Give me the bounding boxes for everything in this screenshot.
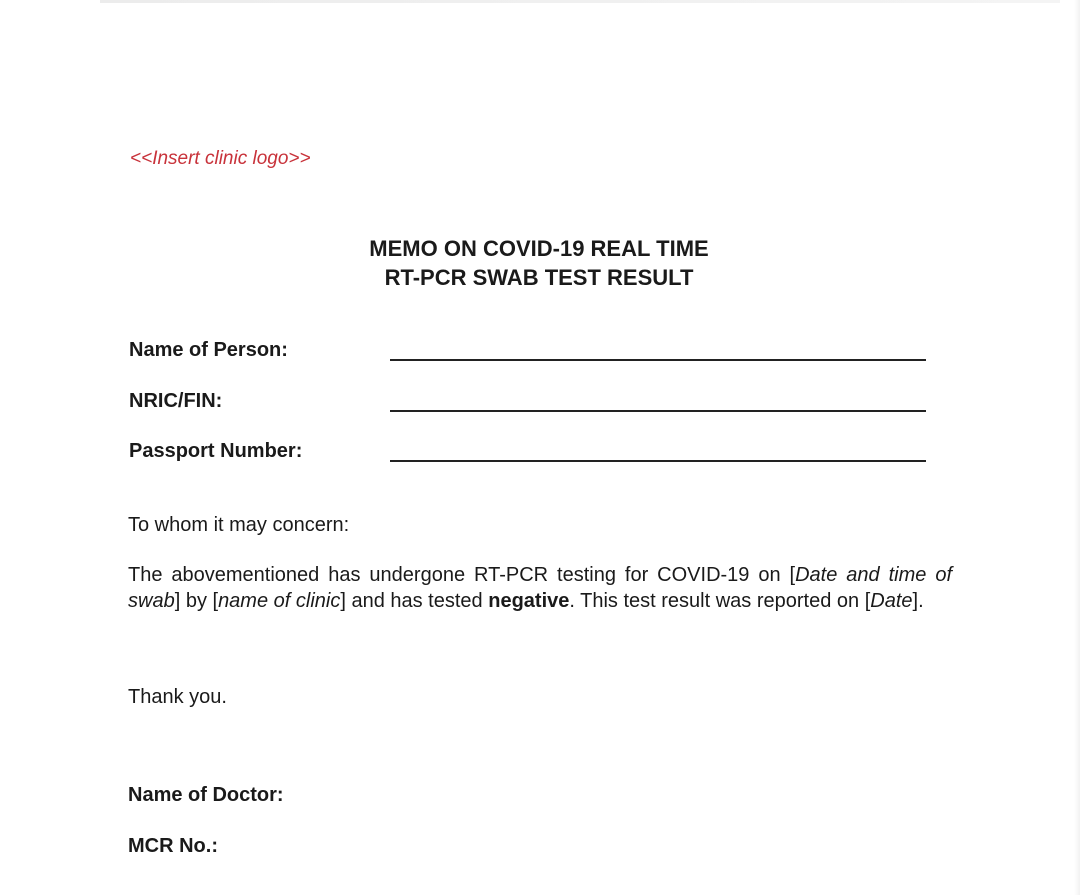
field-label: Name of Person: [129, 339, 288, 361]
clinic-logo-placeholder: <<Insert clinic logo>> [130, 148, 311, 169]
body-text: ] and has tested [340, 590, 489, 612]
date-time-of-swab-placeholder: Date and time of swab [128, 564, 953, 612]
mcr-number-label: MCR No.: [128, 835, 218, 857]
test-result: negative [488, 590, 570, 612]
memo-title-line-1: MEMO ON COVID-19 REAL TIME [369, 236, 709, 261]
field-passport-number [129, 440, 929, 470]
doctor-name-label: Name of Doctor: [128, 784, 284, 806]
field-label: NRIC/FIN: [129, 390, 223, 412]
clinic-name-placeholder: name of clinic [218, 590, 341, 612]
page-edge-right [1074, 0, 1080, 895]
field-name-of-person [129, 339, 929, 369]
greeting: To whom it may concern: [128, 514, 350, 536]
body-text: . This test result was reported on [ [569, 590, 871, 612]
memo-title [0, 234, 1078, 292]
field-nric-fin [129, 390, 929, 420]
nric-fin-line[interactable] [390, 410, 926, 412]
memo-body-paragraph [128, 562, 952, 614]
name-of-person-line[interactable] [390, 359, 926, 361]
passport-number-line[interactable] [390, 460, 926, 462]
field-label: Passport Number: [129, 440, 303, 462]
body-text: ] by [ [174, 590, 219, 612]
closing-thanks: Thank you. [128, 686, 227, 708]
memo-title-line-2: RT-PCR SWAB TEST RESULT [384, 265, 694, 290]
body-text: ]. [912, 590, 924, 612]
report-date-placeholder: Date [870, 590, 913, 612]
page-edge-top [100, 0, 1060, 3]
body-text: The abovementioned has undergone RT-PCR testing for COVID-19 on [ [128, 564, 796, 586]
